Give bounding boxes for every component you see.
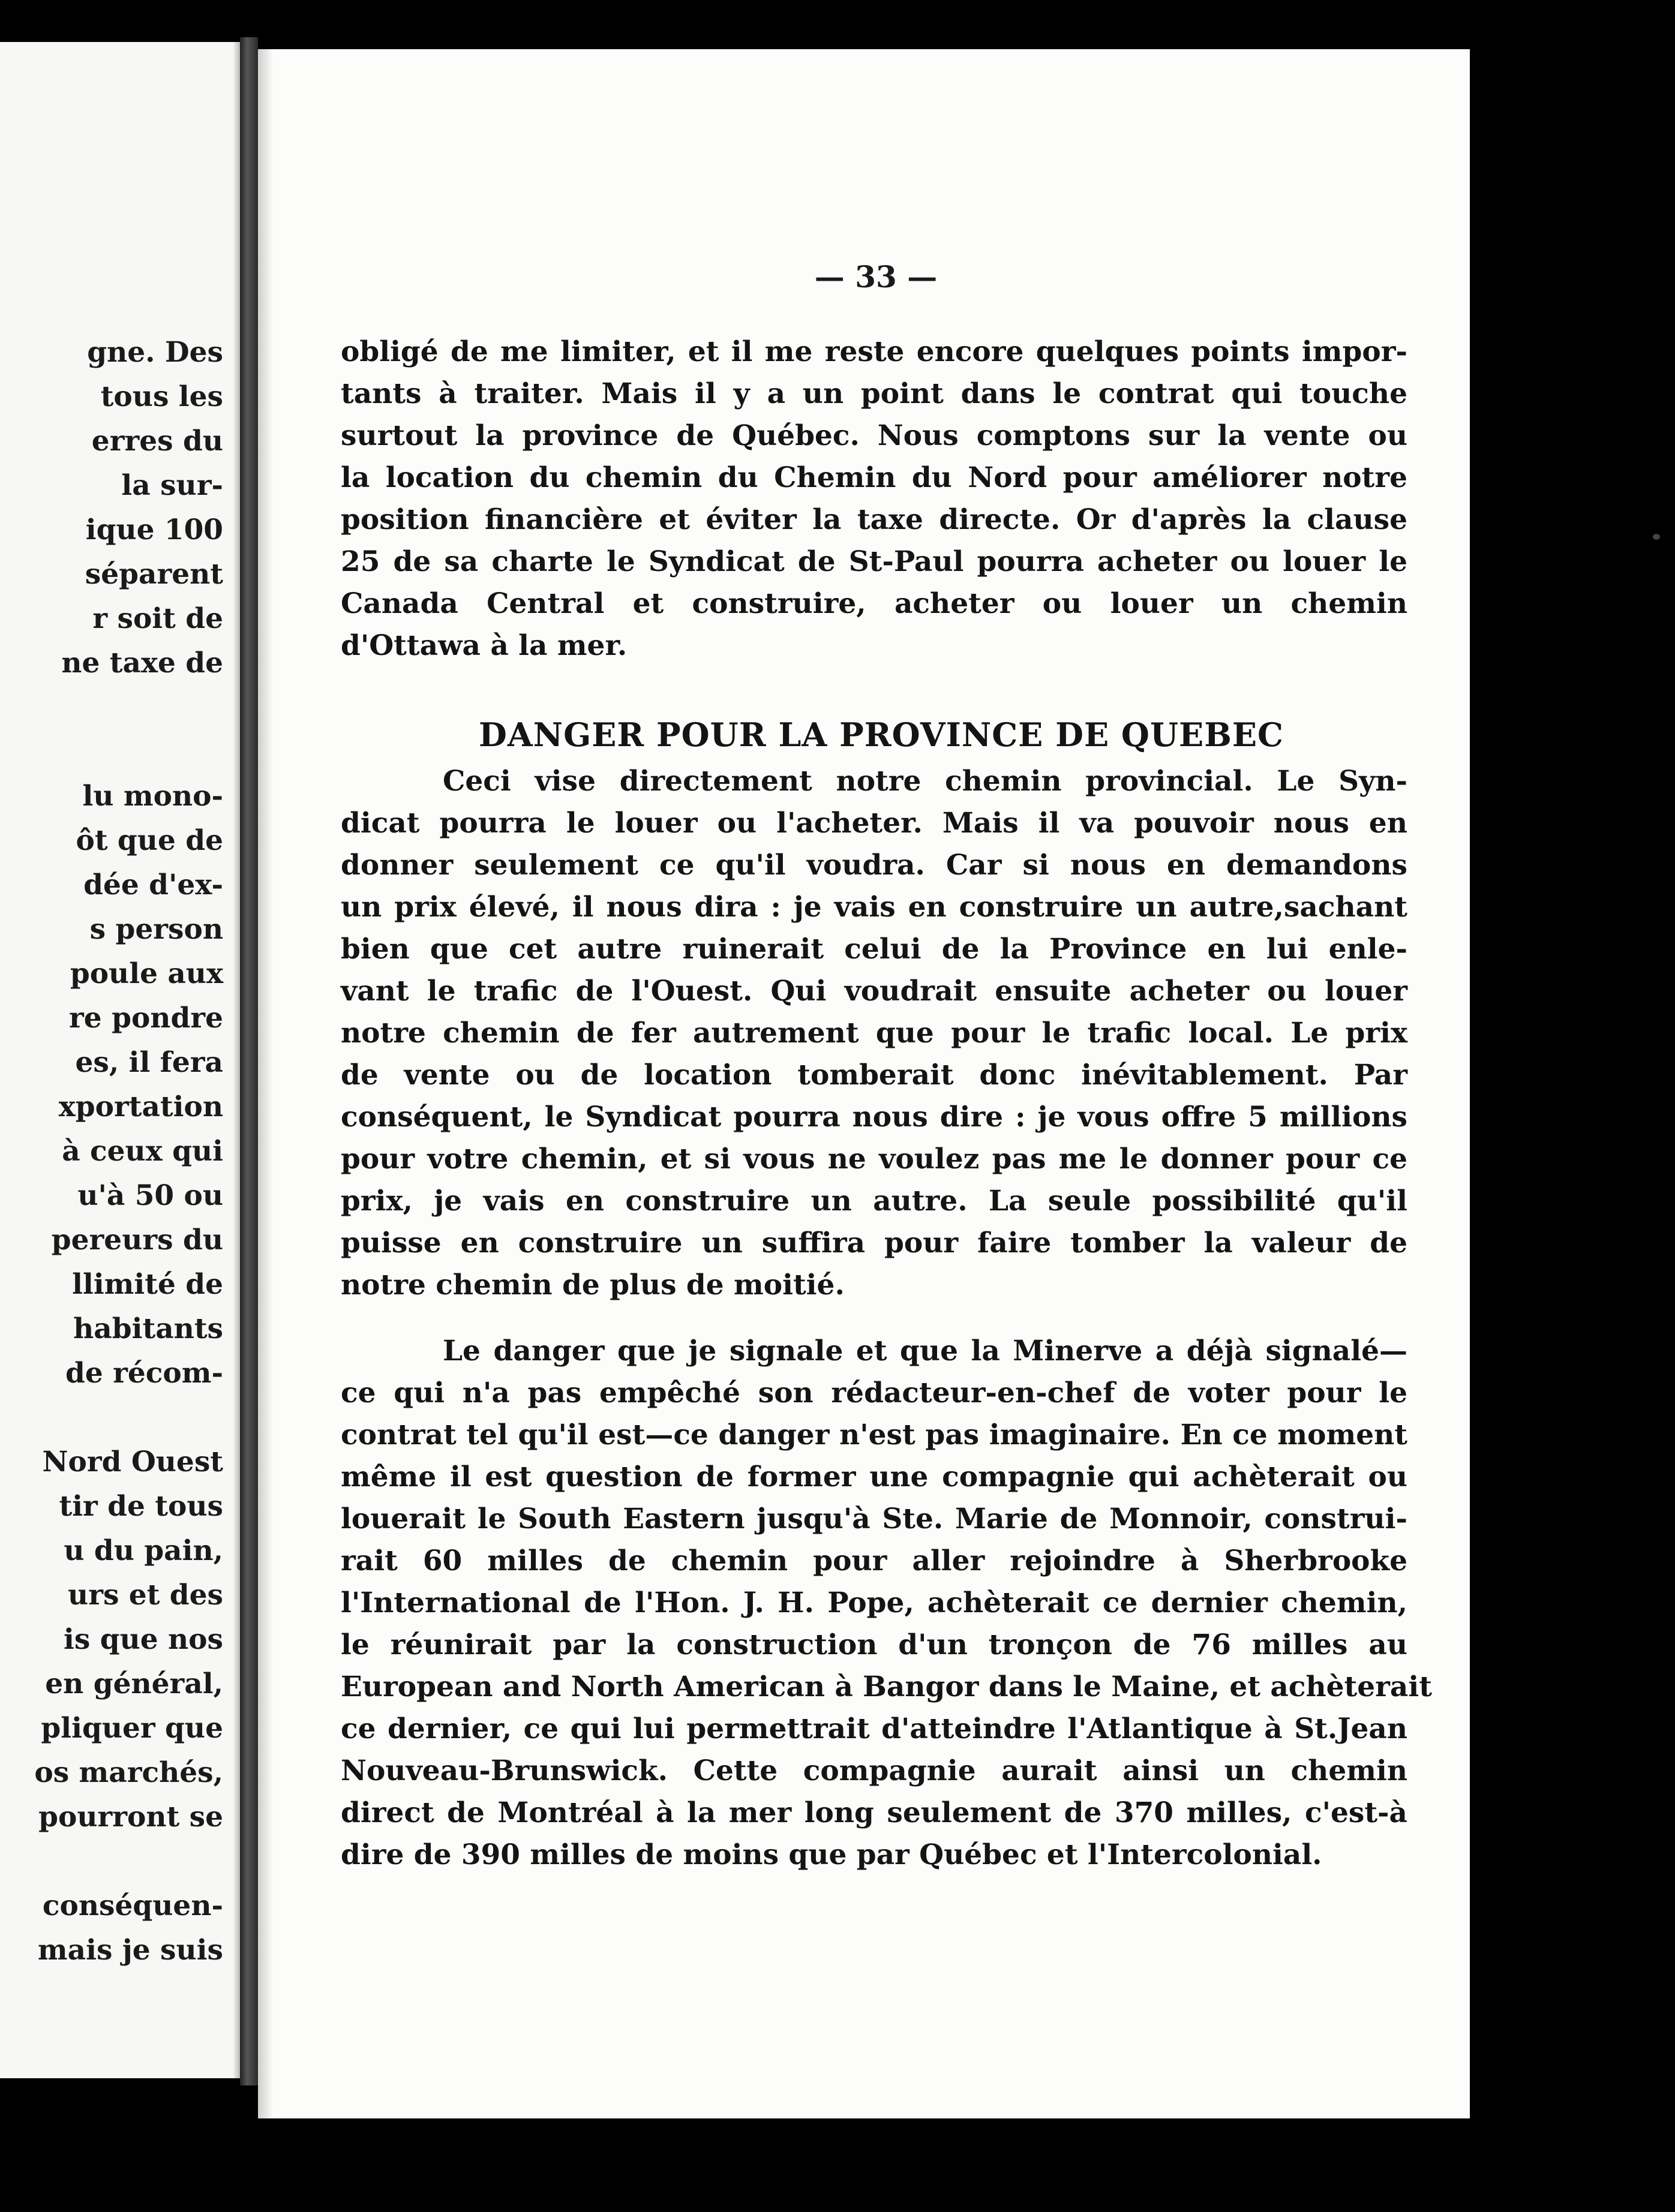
text-line: European and North American à Bangor dans le Maine, et achèterait <box>341 1670 1432 1703</box>
left-page-line: tir de tous <box>59 1490 223 1523</box>
left-page-line: dée d'ex- <box>83 868 223 901</box>
left-page-line: la sur- <box>121 469 223 502</box>
left-page-line: pereurs du <box>51 1224 223 1257</box>
text-line: obligé de me limiter, et il me reste encore quelques points impor- <box>341 335 1407 368</box>
left-page-line: erres du <box>91 425 223 458</box>
left-page-line: pourront se <box>38 1801 223 1834</box>
gutter-shadow <box>233 42 240 2078</box>
text-line: même il est question de former une compagnie qui achèterait ou <box>341 1460 1407 1493</box>
text-line: dire de 390 milles de moins que par Québec et l'Intercolonial. <box>341 1838 1322 1871</box>
left-page-line: conséquen- <box>42 1889 223 1922</box>
left-page-line: is que nos <box>64 1623 223 1656</box>
left-page-line: urs et des <box>68 1579 223 1612</box>
right-page <box>258 49 1470 2118</box>
page-edge-shadow <box>258 49 274 2118</box>
text-line: puisse en construire un suffira pour faire tomber la valeur de <box>341 1227 1407 1260</box>
section-heading: DANGER POUR LA PROVINCE DE QUEBEC <box>479 716 1284 754</box>
text-line: Le danger que je signale et que la Minerve a déjà signalé— <box>443 1335 1407 1368</box>
left-page-line: pliquer que <box>41 1712 223 1745</box>
left-page-line: de récom- <box>65 1357 223 1390</box>
text-line: prix, je vais en construire un autre. La seule possibilité qu'il <box>341 1185 1407 1218</box>
text-line: tants à traiter. Mais il y a un point dans le contrat qui touche <box>341 377 1407 410</box>
text-line: la location du chemin du Chemin du Nord pour améliorer notre <box>341 461 1407 494</box>
left-page-line: ôt que de <box>76 824 223 857</box>
left-page-line: os marchés, <box>34 1756 223 1789</box>
left-page-line: tous les <box>100 380 223 413</box>
left-page-line: gne. Des <box>87 336 223 369</box>
left-page-line: re pondre <box>69 1002 223 1035</box>
text-line: conséquent, le Syndicat pourra nous dire : je vous offre 5 millions <box>341 1101 1407 1134</box>
paragraph-2 <box>341 761 1407 1306</box>
text-line: de vente ou de location tomberait donc inévitablement. Par <box>341 1059 1407 1092</box>
left-page-line: séparent <box>85 558 223 591</box>
left-page-line: à ceux qui <box>62 1135 223 1168</box>
left-page-line: es, il fera <box>75 1046 223 1079</box>
text-line: ce qui n'a pas empêché son rédacteur-en-chef de voter pour le <box>341 1377 1407 1409</box>
text-line: 25 de sa charte le Syndicat de St-Paul pourra acheter ou louer le <box>341 545 1407 578</box>
left-page-line: en général, <box>45 1667 223 1700</box>
left-page-line: poule aux <box>70 957 223 990</box>
left-page-line: ne taxe de <box>61 647 223 680</box>
text-line: Ceci vise directement notre chemin provincial. Le Syn- <box>443 765 1407 798</box>
page-number: — 33 — <box>814 259 938 294</box>
book-binding <box>240 37 258 2085</box>
left-page-line: llimité de <box>72 1268 223 1301</box>
text-line: ce dernier, ce qui lui permettrait d'atteindre l'Atlantique à St.Jean <box>341 1712 1407 1745</box>
text-line: direct de Montréal à la mer long seulement de 370 milles, c'est-à <box>341 1796 1407 1829</box>
paragraph-3 <box>341 1330 1432 1876</box>
text-line: position financière et éviter la taxe directe. Or d'après la clause <box>341 503 1407 536</box>
text-line: notre chemin de fer autrement que pour le trafic local. Le prix <box>341 1017 1407 1050</box>
left-page-line: mais je suis <box>37 1934 223 1967</box>
left-page-line: lu mono- <box>82 780 223 813</box>
ink-speck <box>1653 534 1660 540</box>
left-page-line: habitants <box>73 1312 223 1345</box>
text-line: donner seulement ce qu'il voudra. Car si nous en demandons <box>341 849 1407 882</box>
left-page-line: Nord Ouest <box>42 1445 223 1478</box>
text-line: Nouveau-Brunswick. Cette compagnie aurait ainsi un chemin <box>341 1754 1407 1787</box>
left-page-line: ique 100 <box>85 513 223 546</box>
left-page-line: u'à 50 ou <box>77 1179 223 1212</box>
text-line: surtout la province de Québec. Nous comptons sur la vente ou <box>341 419 1407 452</box>
text-line: louerait le South Eastern jusqu'à Ste. Marie de Monnoir, construi- <box>341 1502 1407 1535</box>
text-line: Canada Central et construire, acheter ou louer un chemin <box>341 587 1407 620</box>
text-line: dicat pourra le louer ou l'acheter. Mais il va pouvoir nous en <box>341 807 1407 840</box>
left-page <box>0 42 240 2078</box>
left-page-line: r soit de <box>92 602 223 635</box>
text-line: notre chemin de plus de moitié. <box>341 1269 845 1302</box>
text-line: l'International de l'Hon. J. H. Pope, achèterait ce dernier chemin, <box>341 1586 1407 1619</box>
page-body <box>341 331 1432 1876</box>
text-line: le réunirait par la construction d'un tronçon de 76 milles au <box>341 1628 1407 1661</box>
text-line: d'Ottawa à la mer. <box>341 629 628 662</box>
text-line: un prix élevé, il nous dira : je vais en construire un autre,sachant <box>341 891 1407 924</box>
text-line: vant le trafic de l'Ouest. Qui voudrait ensuite acheter ou louer <box>341 975 1407 1008</box>
text-line: pour votre chemin, et si vous ne voulez pas me le donner pour ce <box>341 1143 1407 1176</box>
left-page-line: u du pain, <box>64 1534 223 1567</box>
text-line: rait 60 milles de chemin pour aller rejoindre à Sherbrooke <box>341 1544 1407 1577</box>
left-page-line: xportation <box>58 1090 223 1123</box>
left-page-line: s person <box>89 913 223 946</box>
text-line: contrat tel qu'il est—ce danger n'est pas imaginaire. En ce moment <box>341 1418 1407 1451</box>
paragraph-1 <box>341 331 1407 667</box>
text-line: bien que cet autre ruinerait celui de la Province en lui enle- <box>341 933 1407 966</box>
